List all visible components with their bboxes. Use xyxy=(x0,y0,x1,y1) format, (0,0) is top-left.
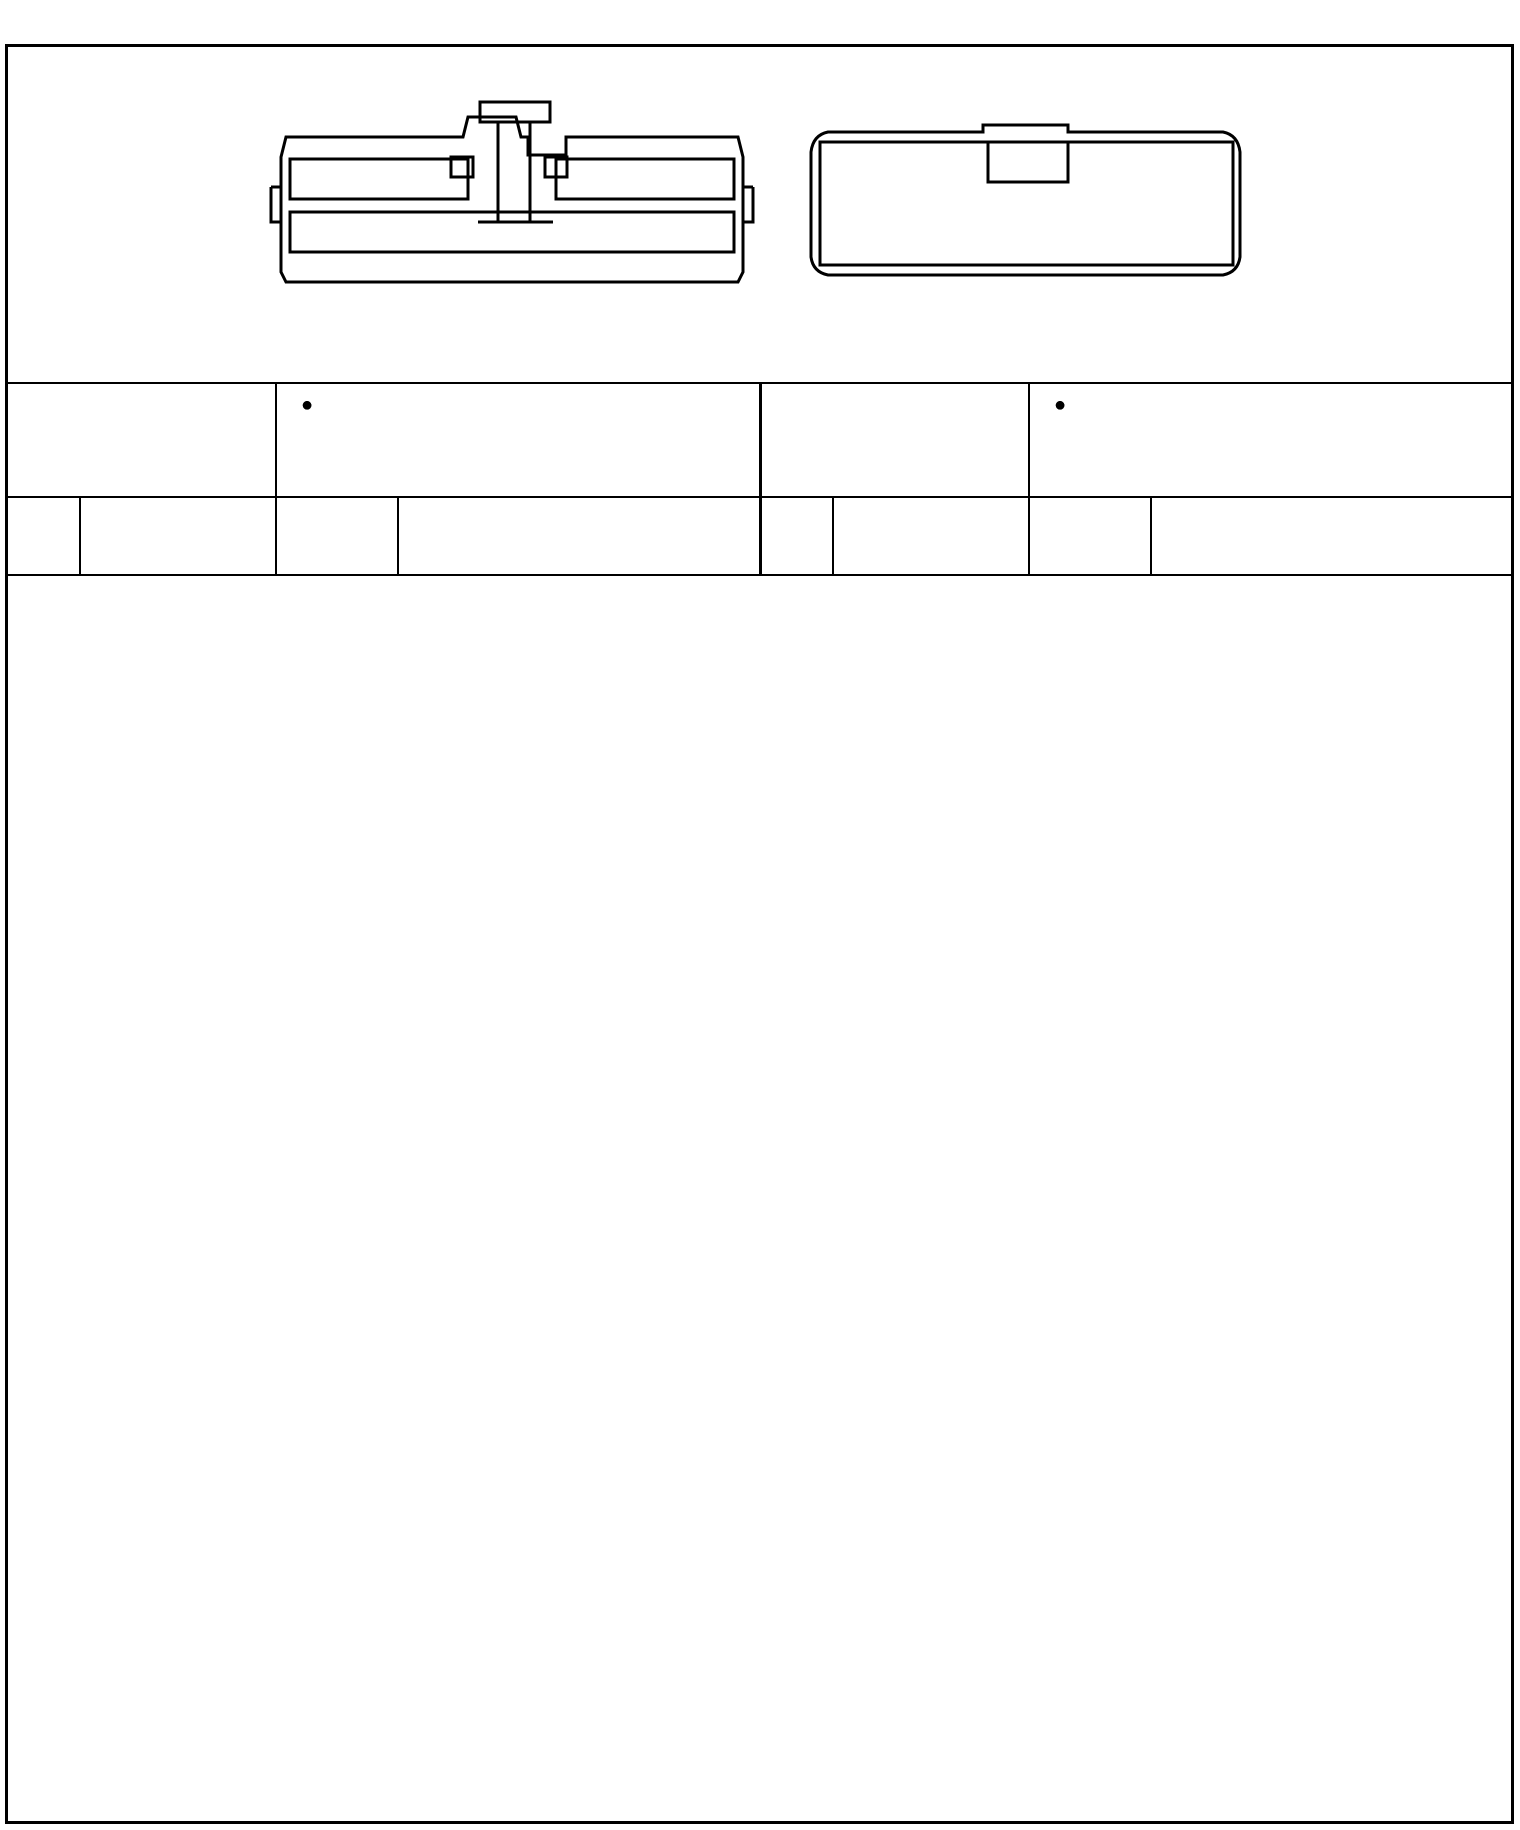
wire-color-header xyxy=(80,497,276,575)
header-row xyxy=(8,497,760,575)
pin-header xyxy=(8,497,80,575)
right-pinout-table xyxy=(760,382,1512,576)
connector-info-values xyxy=(276,383,760,497)
wire-color-header xyxy=(833,497,1029,575)
function-header xyxy=(1151,497,1513,575)
circuit-header xyxy=(1029,497,1151,575)
circuit-header xyxy=(276,497,398,575)
page-title xyxy=(0,0,1520,38)
connector-frame xyxy=(5,44,1514,1824)
female-connector xyxy=(271,102,753,282)
connector-info-values xyxy=(1029,383,1513,497)
male-connector xyxy=(811,125,1240,275)
pin-header xyxy=(761,497,833,575)
connector-info-row xyxy=(761,383,1513,497)
connector-info-row xyxy=(8,383,760,497)
function-header xyxy=(398,497,760,575)
left-pinout-table xyxy=(8,382,760,576)
header-row xyxy=(761,497,1513,575)
connector-diagram xyxy=(8,47,1511,382)
connector-info-label xyxy=(8,383,276,497)
connector-drawing xyxy=(8,47,1511,382)
connector-info-label xyxy=(761,383,1029,497)
